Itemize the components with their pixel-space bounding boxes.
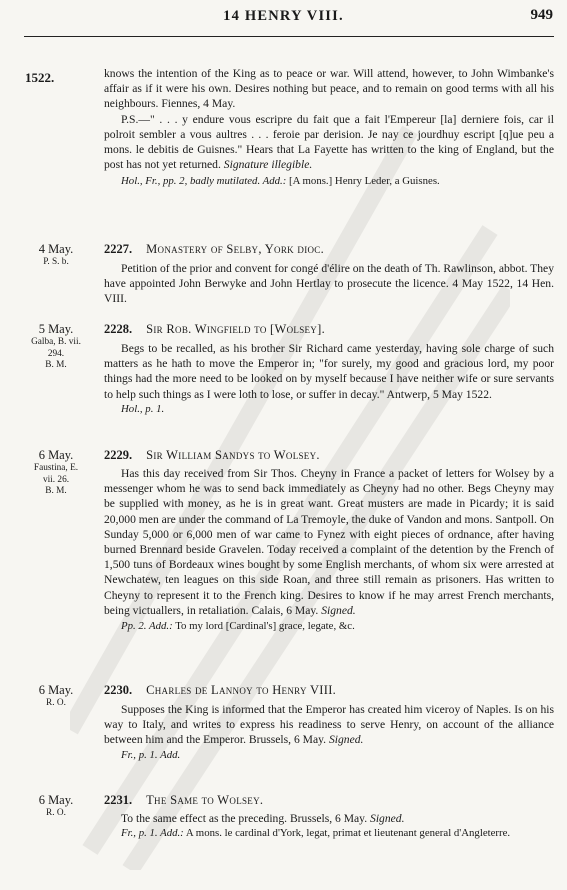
continued-entry [104,66,554,190]
entry-number: 2229. [104,448,133,462]
entry-title: The Same to Wolsey. [146,793,264,807]
entry-note [104,619,554,634]
description-address: [A mons.] Henry Leder, a Guisnes. [286,175,440,188]
entry-paragraph [104,702,554,748]
entry-date: 6 May. [38,683,74,697]
entry-title: Monastery of Selby, York dioc. [146,242,325,256]
signed-note: Signed. [328,733,364,747]
year-label: 1522. [25,70,55,85]
entry-source-line: Galba, B. vii. [31,337,81,347]
entry-paragraph [104,466,554,618]
entry-date: 6 May. [38,793,74,807]
entry-2227-body [104,261,554,307]
entry-2228-body [104,341,554,417]
entry-2227-heading [104,242,554,257]
entry-title: Sir Rob. Wingfield to [Wolsey]. [146,322,325,336]
header-rule [24,36,554,37]
entry-number: 2230. [104,683,133,697]
entry-2230-heading [104,683,554,698]
entry-2229-heading [104,448,554,463]
entry-title: Sir William Sandys to Wolsey. [146,448,320,462]
entry-2231-body [104,811,554,841]
entry-source-line: Faustina, E. [33,463,79,473]
entry-note: Hol., p. 1. [121,402,165,415]
entry-note-address: A mons. le cardinal d'York, legat, primat et lieutenant general d'Angleterre. [183,827,511,840]
running-title: 14 HENRY VIII. [223,8,344,24]
page-number: 949 [530,7,553,23]
entry-source-line: B. M. [45,486,67,496]
entry-source-line: vii. 26. [42,474,70,485]
entry-text: Begs to be recalled, as his brother Sir Richard came yesterday, having sole charge of such matters as he hath to move the Emperor in; "for surely, my good and gracious lord, my poor things had the more need to be looked on by myself because I have neither wife or sure servants to help such things as I were loth to lose, or suffer in decay." Antwerp, 5 May 1522. [104,342,554,401]
entry-2229-body [104,466,554,634]
entry-text: Supposes the King is informed that the Emperor has created him viceroy of Naples. Is on his way to Italy, and writes to express his readiness to serve Henry, on account of the alliance between him and the Emperor. Brussels, 6 May. [104,703,554,747]
entry-source: P. S. b. [43,257,69,267]
postscript-text: P.S.—" . . . y endure vous escripre du fait que a fait l'Empereur [la] derniere fois, car il polroit sembler a vous aultres . . . feroie par derision. Je nay ce jourdhuy escript [q]ue peu a mons. le debitis de Guisnes." Hears that La Fayette has written to the king of England, but the post has not yet returned. [104,112,554,172]
signed-note: Signed. [370,812,405,825]
entry-note-italic: Pp. 2. Add.: [121,620,173,633]
entry-date: 4 May. [38,242,74,256]
entry-2228-margin [20,322,92,372]
entry-number: 2228. [104,322,133,336]
entry-2229-margin [20,448,92,498]
entry-text: To the same effect as the preceding. Brussels, 6 May. [121,812,368,825]
entry-2227-margin [20,242,92,269]
entry-source-line: 294. [47,348,65,359]
postscript-paragraph [104,112,554,173]
entry-2230-margin [20,683,92,710]
description-italic: Hol., Fr., pp. 2, badly mutilated. Add.: [121,175,287,188]
entry-source: R. O. [46,698,66,708]
entry-2230-body [104,702,554,763]
entry-2231-heading [104,793,554,808]
continued-paragraph: knows the intention of the King as to peace or war. Will attend, however, to John Wimbanke's affair as if it were his own. Desires nothing but peace, and to remain on good terms with all his neighbours. Fiennes, 4 May. [104,67,554,111]
entry-text: Has this day received from Sir Thos. Cheyny in France a packet of letters for Wolsey by a messenger whom he was to send back immediately as Cheyny had no other. Begs Cheyny may be supplied with money, as he is in great want. Great musters are made in Picardy; it is said 20,000 men are under the command of La Tremoyle, the duke of Vandon and mons. Santpoll. On Sunday 5,000 or 6,000 men of war came to Fynez with eight pieces of ordnance, after having burned Brennard beside Gravelen. Today received a complaint of the detention by the French of 1,500 tuns of Bordeaux wines bought by some English merchants, of whom six were arrested at Newchatew, ten leagues on this side Roan, and three still remain as prisoners. Has written to Cheyny to represent it to the French king. Desires to know if he may arrest French merchants, being victuallers, in retaliation. Calais, 6 May. [104,467,554,617]
entry-number: 2227. [104,242,133,256]
entry-note: Fr., p. 1. Add. [121,748,181,761]
entry-number: 2231. [104,793,133,807]
description-note [104,174,554,189]
entry-text: Petition of the prior and convent for congé d'élire on the death of Th. Rawlinson, abbot. They have appointed John Berwyke and John Hertlay to prosecute the licence. 4 May 1522, 14 Hen. VIII. [104,262,554,306]
entry-paragraph [104,811,554,826]
entry-source-line: B. M. [45,360,67,370]
signed-note: Signed. [321,603,356,617]
signature-note: Signature illegible. [223,158,313,172]
entry-date: 6 May. [38,448,74,462]
entry-note [104,826,554,841]
entry-title: Charles de Lannoy to Henry VIII. [146,683,337,697]
entry-2228-heading [104,322,554,337]
running-header [0,6,567,36]
entry-note-italic: Fr., p. 1. Add.: [121,827,184,840]
entry-date: 5 May. [38,322,74,336]
entry-source: R. O. [46,808,66,818]
entry-note-address: To my lord [Cardinal's] grace, legate, &c. [172,620,355,633]
entry-2231-margin [20,793,92,820]
